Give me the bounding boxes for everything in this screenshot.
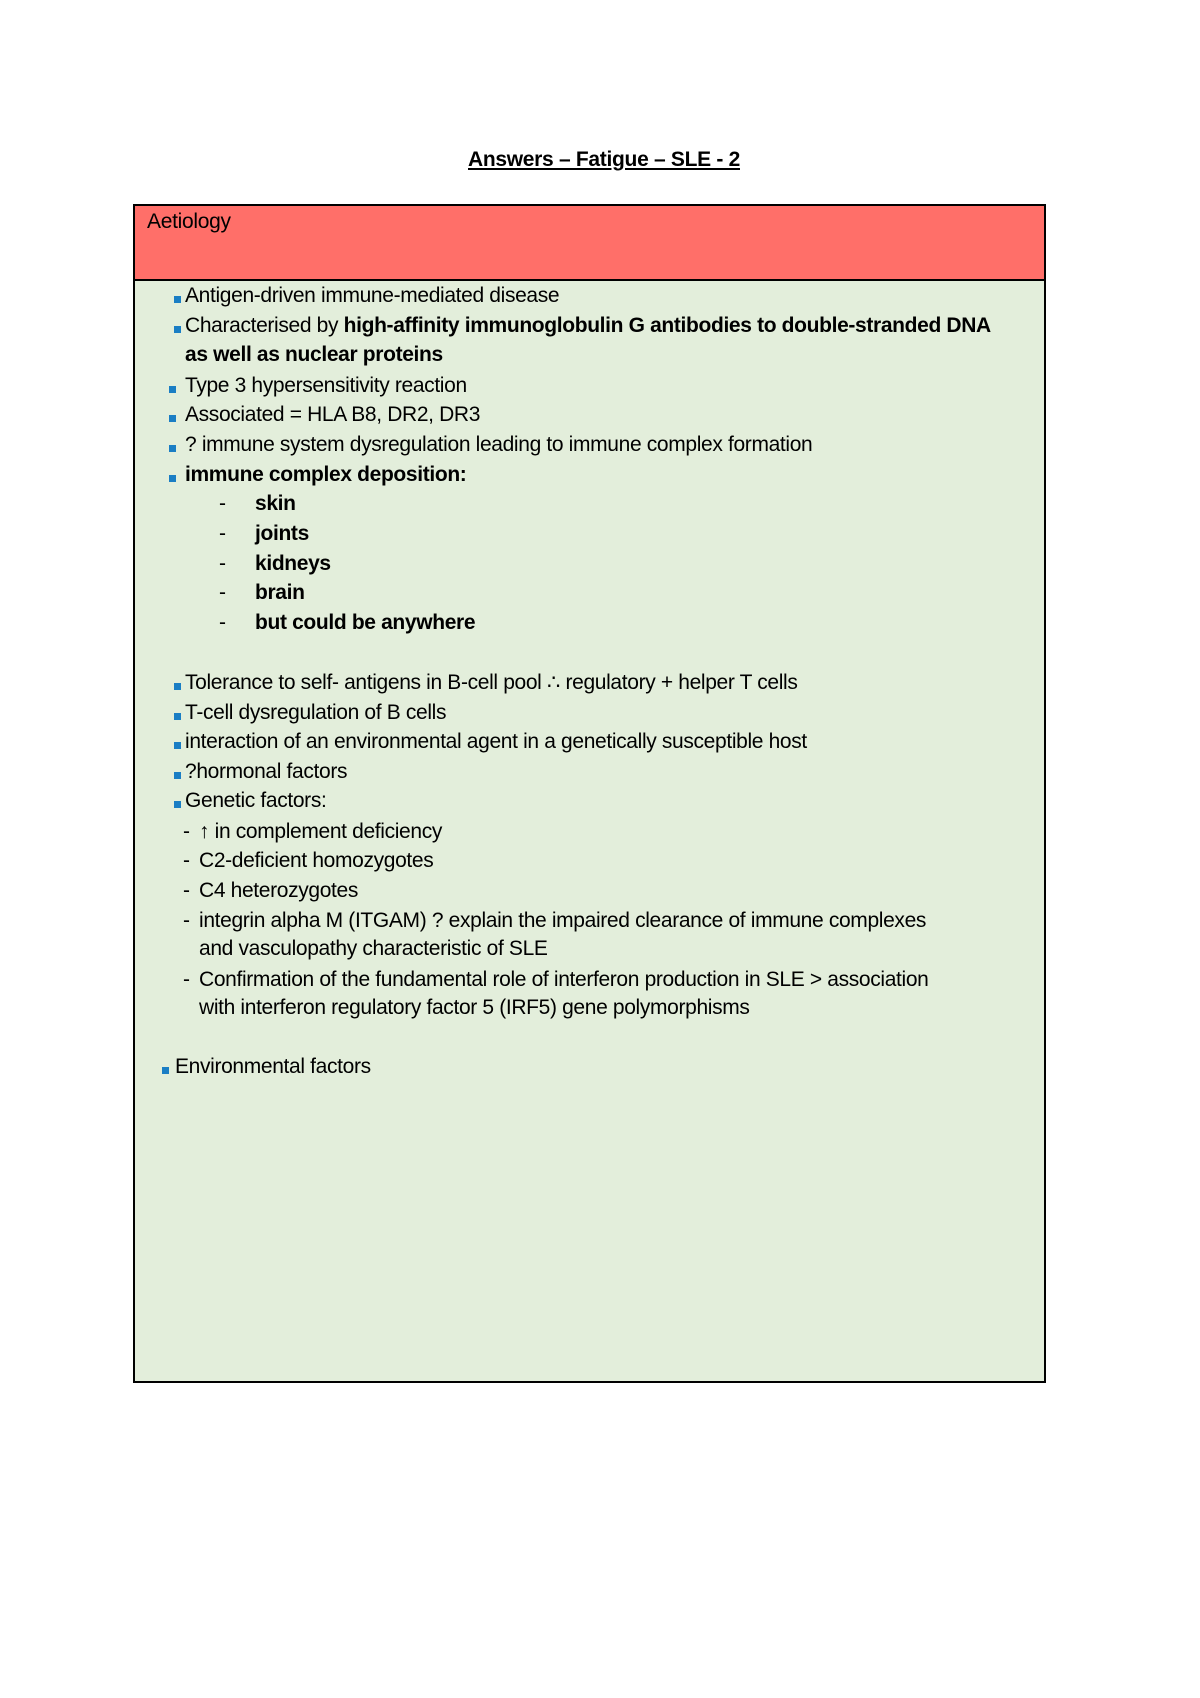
bullet-icon bbox=[174, 296, 181, 303]
sublist-item: brain bbox=[255, 581, 305, 604]
dash-marker: - bbox=[219, 581, 226, 604]
list-item-continuation: as well as nuclear proteins bbox=[185, 343, 443, 366]
sublist-item: C2-deficient homozygotes bbox=[199, 849, 434, 872]
aetiology-box bbox=[133, 204, 1046, 1383]
list-item: interaction of an environmental agent in a genetically susceptible host bbox=[185, 730, 807, 753]
bullet-icon bbox=[174, 683, 181, 690]
bullet-icon bbox=[174, 801, 181, 808]
dash-marker: - bbox=[219, 552, 226, 575]
sublist-item: joints bbox=[255, 522, 309, 545]
sublist-item: integrin alpha M (ITGAM) ? explain the impaired clearance of immune complexes bbox=[199, 909, 927, 932]
bullet-icon bbox=[174, 326, 181, 333]
bullet-icon bbox=[174, 772, 181, 779]
dash-marker: - bbox=[219, 611, 226, 634]
bullet-icon bbox=[169, 475, 176, 482]
dash-marker: - bbox=[183, 909, 190, 932]
list-item: Type 3 hypersensitivity reaction bbox=[185, 374, 467, 397]
section-header: Aetiology bbox=[135, 206, 1044, 281]
list-item bbox=[185, 313, 991, 339]
list-item: immune complex deposition: bbox=[185, 463, 467, 486]
dash-marker: - bbox=[219, 492, 226, 515]
bullet-icon bbox=[174, 742, 181, 749]
dash-marker: - bbox=[183, 849, 190, 872]
bullet-icon bbox=[169, 445, 176, 452]
bullet-icon bbox=[169, 386, 176, 393]
list-item: Environmental factors bbox=[175, 1055, 371, 1078]
sublist-item-continuation: and vasculopathy characteristic of SLE bbox=[199, 937, 548, 960]
bullet-icon bbox=[169, 415, 176, 422]
list-item-prefix: Characterised by bbox=[185, 314, 344, 337]
sublist-item: but could be anywhere bbox=[255, 611, 476, 634]
list-item: Tolerance to self- antigens in B-cell pool ∴ regulatory + helper T cells bbox=[185, 671, 798, 694]
sublist-item: C4 heterozygotes bbox=[199, 879, 358, 902]
list-item: T-cell dysregulation of B cells bbox=[185, 701, 447, 724]
dash-marker: - bbox=[219, 522, 226, 545]
sublist-item: Confirmation of the fundamental role of interferon production in SLE > association bbox=[199, 968, 929, 991]
sublist-item: kidneys bbox=[255, 552, 331, 575]
dash-marker: - bbox=[183, 879, 190, 902]
bullet-icon bbox=[174, 713, 181, 720]
bullet-icon bbox=[162, 1067, 169, 1074]
list-item: Antigen-driven immune-mediated disease bbox=[185, 284, 560, 307]
dash-marker: - bbox=[183, 820, 190, 843]
sublist-item: skin bbox=[255, 492, 296, 515]
list-item: Associated = HLA B8, DR2, DR3 bbox=[185, 403, 481, 426]
list-item-emphasis: high-affinity immunoglobulin G antibodies to double-stranded DNA bbox=[343, 314, 991, 337]
dash-marker: - bbox=[183, 968, 190, 991]
list-item: ? immune system dysregulation leading to immune complex formation bbox=[185, 433, 813, 456]
page-title: Answers – Fatigue – SLE - 2 bbox=[468, 148, 740, 171]
sublist-item-continuation: with interferon regulatory factor 5 (IRF5) gene polymorphisms bbox=[199, 996, 750, 1019]
list-item: Genetic factors: bbox=[185, 789, 327, 812]
list-item: ?hormonal factors bbox=[185, 760, 348, 783]
sublist-item: ↑ in complement deficiency bbox=[199, 820, 443, 843]
